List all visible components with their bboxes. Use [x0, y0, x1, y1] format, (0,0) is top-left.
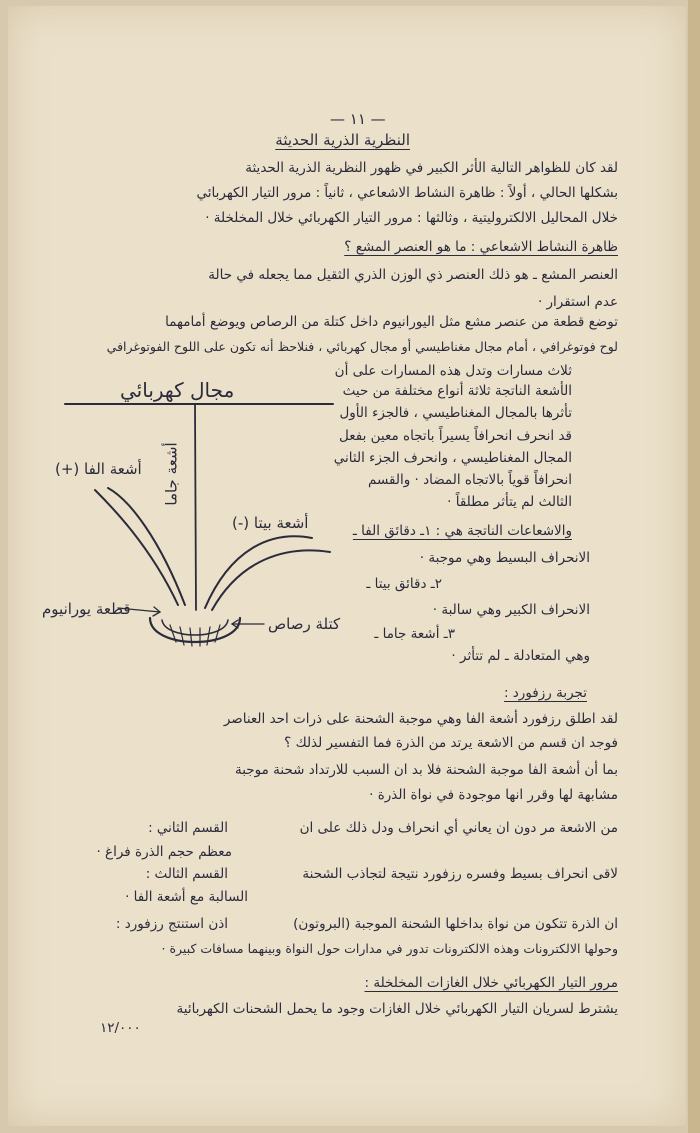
text-line: ٢ـ دقائق بيتا ـ: [366, 576, 442, 592]
page-title: النظرية الذرية الحديثة: [275, 131, 410, 149]
text-line: لقد اطلق رزفورد أشعة الفا وهي موجبة الشحنة على ذرات احد العناصر: [223, 711, 618, 727]
text-line: ١٢/٠٠٠: [100, 1020, 141, 1036]
text-line: عدم استقرار ·: [537, 294, 618, 310]
text-line: توضع قطعة من عنصر مشع مثل اليورانيوم داخل كتلة من الرصاص ويوضع أمامهما: [165, 314, 618, 330]
section-heading: ظاهرة النشاط الاشعاعي : ما هو العنصر المشع ؟: [344, 239, 618, 255]
text-line: مشابهة لها وقرر انها موجودة في نواة الذرة ·: [369, 787, 618, 803]
text-line: خلال المحاليل الالكتروليتية ، وثالثها : مرور التيار الكهربائي خلال المخلخلة ·: [205, 210, 618, 226]
text-line: من الاشعة مر دون ان يعاني أي انحراف ودل ذلك على ان: [299, 820, 618, 836]
beta-ray-path-2: [212, 550, 330, 610]
text-line: يشترط لسريان التيار الكهربائي خلال الغازات وجود ما يحمل الشحنات الكهربائية: [176, 1001, 618, 1017]
uranium-label: قطعة يورانيوم: [42, 600, 131, 618]
text-line: لوح فوتوغرافي ، أمام مجال مغناطيسي أو مجال كهربائي ، فنلاحظ أنه تكون على اللوح الفوتوغرافي: [106, 339, 618, 354]
alpha-label: أشعة الفا (+): [55, 460, 142, 478]
lead-block: [150, 618, 240, 642]
alpha-ray-path: [95, 490, 178, 605]
text-line: تأثرها بالمجال المغناطيسي ، فالجزء الأول: [339, 405, 572, 421]
text-line: انحرافاً قوياً بالاتجاه المضاد · والقسم: [367, 472, 572, 488]
text-line: ان الذرة تتكون من نواة بداخلها الشحنة الموجبة (البروتون): [293, 916, 618, 932]
page-number: — ١١ —: [330, 110, 386, 128]
text-line: اذن استنتج رزفورد :: [115, 916, 228, 932]
text-line: لاقى انحراف بسيط وفسره رزفورد نتيجة لتجاذب الشحنة: [302, 866, 618, 882]
text-line: بشكلها الحالي ، أولاً : ظاهرة النشاط الاشعاعي ، ثانياً : مرور التيار الكهربائي: [196, 185, 618, 201]
text-line: وهي المتعادلة ـ لم تتأثر ·: [451, 648, 590, 664]
text-line: الأشعة الناتجة ثلاثة أنواع مختلفة من حيث: [342, 383, 572, 399]
lead-label: كتلة رصاص: [268, 615, 341, 633]
text-line: الانحراف الكبير وهي سالبة ·: [432, 602, 590, 618]
section-heading: مرور التيار الكهربائي خلال الغازات المخلخلة :: [364, 975, 618, 991]
electric-field-label: مجال كهربائي: [120, 378, 235, 402]
text-line: لقد كان للظواهر التالية الأثر الكبير في ظهور النظرية الذرية الحديثة: [245, 160, 618, 176]
text-line: السالبة مع أشعة الفا ·: [125, 889, 248, 905]
text-line: معظم حجم الذرة فراغ ·: [96, 844, 232, 860]
text-line: والاشعاعات الناتجة هي : ١ـ دقائق الفا ـ: [352, 523, 572, 539]
text-line: العنصر المشع ـ هو ذلك العنصر ذي الوزن الذري الثقيل مما يجعله في حالة: [208, 267, 618, 283]
text-line: الثالث لم يتأثر مطلقاً ·: [447, 494, 572, 510]
text-line: وحولها الالكترونات وهذه الالكترونات تدور في مدارات حول النواة وبينهما مسافات كبيرة ·: [161, 941, 618, 956]
text-line: فوجد ان قسم من الاشعة يرتد من الذرة فما التفسير لذلك ؟: [284, 735, 618, 751]
text-line: قد انحرف انحرافاً يسيراً باتجاه معين بفعل: [339, 428, 572, 444]
text-line: الانحراف البسيط وهي موجبة ·: [419, 550, 590, 566]
text-line: المجال المغناطيسي ، وانحرف الجزء الثاني: [333, 450, 572, 466]
gamma-label: أشعة جاما: [162, 442, 181, 506]
text-line: ٣ـ أشعة جاما ـ: [374, 626, 455, 642]
text-line: القسم الثاني :: [148, 820, 228, 836]
beta-label: أشعة بيتا (-): [232, 514, 309, 532]
gamma-ray-path: [195, 404, 196, 610]
text-line: بما أن أشعة الفا موجبة الشحنة فلا بد ان السبب للارتداد شحنة موجبة: [235, 762, 618, 778]
text-line: القسم الثالث :: [145, 866, 228, 882]
section-heading: تجربة رزفورد :: [503, 685, 587, 701]
text-line: ثلاث مسارات وتدل هذه المسارات على أن: [334, 363, 572, 379]
